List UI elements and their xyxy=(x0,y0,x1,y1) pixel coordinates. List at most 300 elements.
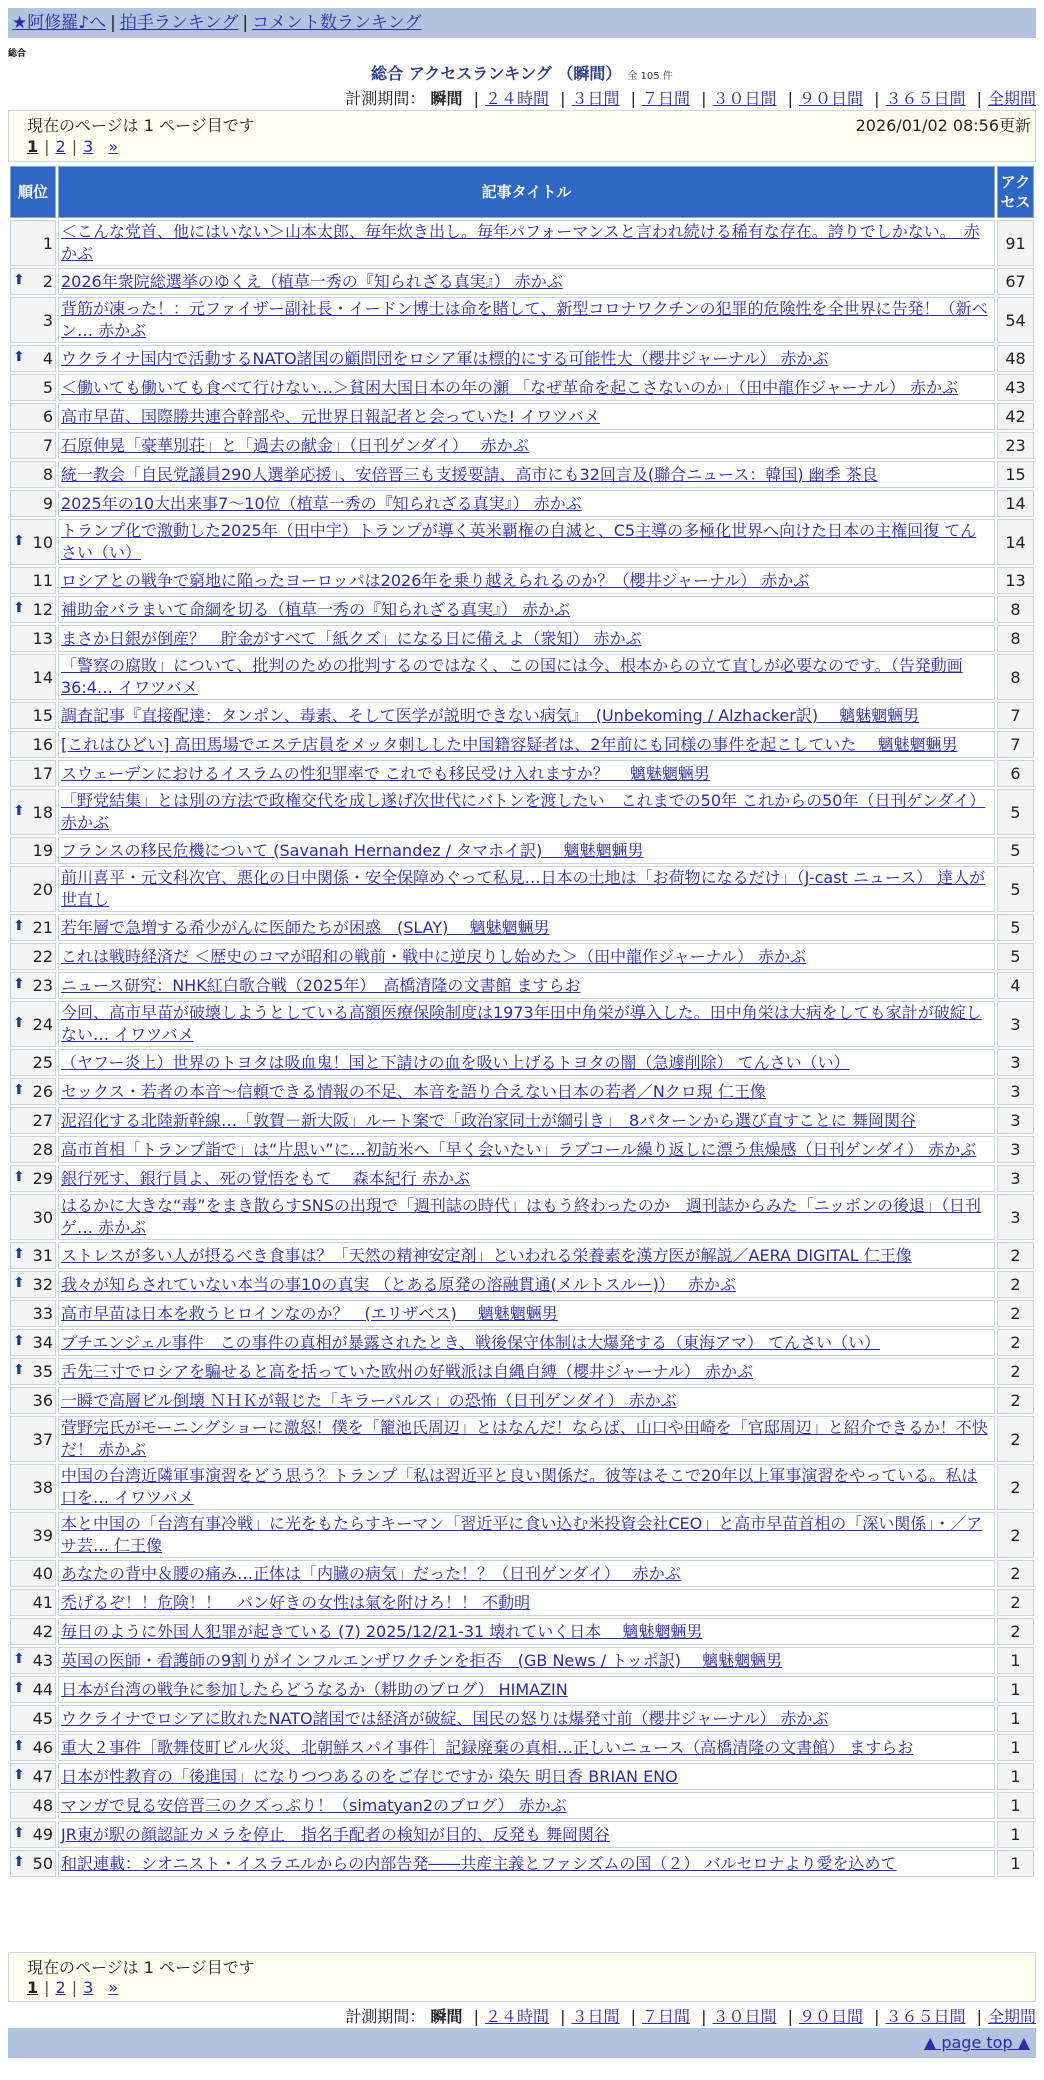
rank-number: 13 xyxy=(32,629,53,648)
period-option[interactable]: ２４時間 xyxy=(484,2007,549,2026)
rank-number: 1 xyxy=(42,233,53,253)
rank-number: 8 xyxy=(42,465,53,484)
rank-cell xyxy=(10,403,56,430)
period-option[interactable]: ２４時間 xyxy=(484,89,549,108)
title-cell xyxy=(58,1589,995,1616)
table-row xyxy=(10,760,1034,787)
rank-cell xyxy=(10,268,56,295)
rank-cell xyxy=(10,1416,56,1462)
period-separator: | xyxy=(701,89,707,108)
access-count: 5 xyxy=(997,866,1034,912)
rank-number: 30 xyxy=(32,1207,53,1227)
access-count: 43 xyxy=(997,374,1034,401)
table-row xyxy=(10,654,1034,700)
rank-up-arrow-icon: ⬆ xyxy=(13,1362,25,1378)
page-link[interactable]: 3 xyxy=(83,1978,94,1997)
rank-cell xyxy=(10,837,56,864)
table-row xyxy=(10,1763,1034,1790)
top-nav-bar xyxy=(8,8,1036,38)
title-cell xyxy=(58,789,995,835)
rank-number: 19 xyxy=(32,841,53,860)
rank-number: 40 xyxy=(32,1564,53,1583)
access-count: 2 xyxy=(997,1512,1034,1558)
period-option[interactable]: ３６５日間 xyxy=(885,89,966,108)
access-count: 2 xyxy=(997,1242,1034,1269)
title-cell xyxy=(58,490,995,517)
article-title-link[interactable]: ニュース研究：NHK紅白歌合戦（2025年） 高橋清隆の文書館 ますらお xyxy=(61,975,581,995)
access-count: 2 xyxy=(997,1271,1034,1298)
table-row xyxy=(10,1734,1034,1761)
access-count: 1 xyxy=(997,1705,1034,1732)
rank-up-arrow-icon: ⬆ xyxy=(13,1680,25,1696)
page-link[interactable]: 2 xyxy=(55,137,66,156)
rank-cell xyxy=(10,943,56,970)
table-row xyxy=(10,1194,1034,1240)
article-title-link[interactable]: 舌先三寸でロシアを騙せると高を括っていた欧州の好戦派は自縄自縛（櫻井ジャーナル） 赤かぶ xyxy=(61,1361,753,1381)
title-cell xyxy=(58,1792,995,1819)
rank-up-arrow-icon: ⬆ xyxy=(13,1825,25,1841)
rank-number: 28 xyxy=(32,1140,53,1159)
rank-number: 26 xyxy=(32,1082,53,1101)
rank-number: 23 xyxy=(32,976,53,995)
rank-number: 7 xyxy=(42,436,53,455)
article-title-link[interactable]: ストレスが多い人が摂るべき食事は？「天然の精神安定剤」といわれる栄養素を漢方医が解説／AERA DIGITAL 仁王像 xyxy=(61,1245,912,1265)
article-title-link[interactable]: 若年層で急増する希少がんに医師たちが困惑 (SLAY) 魑魅魍魎男 xyxy=(61,917,550,937)
article-title-link[interactable]: 菅野完氏がモーニングショーに激怒！僕を「籠池氏周辺」とはなんだ！ならば、山口や田崎を「官邸周辺」と紹介できるか！不快だ！ 赤かぶ xyxy=(61,1418,988,1459)
pager-separator: | xyxy=(44,1978,50,1997)
article-title-link[interactable]: マンガで見る安倍晋三のクズっぷり！（simatyan2のブログ） 赤かぶ xyxy=(61,1795,567,1815)
access-count: 8 xyxy=(997,596,1034,623)
rank-number: 49 xyxy=(32,1825,53,1844)
article-title-link[interactable]: ロシアとの戦争で窮地に陥ったヨーロッパは2026年を乗り越えられるのか？（櫻井ジャーナル） 赤かぶ xyxy=(61,570,810,590)
article-title-link[interactable]: ウクライナ国内で活動するNATO諸国の顧問団をロシア軍は標的にする可能性大（櫻井ジャーナル） 赤かぶ xyxy=(61,348,829,368)
access-header-label: アクセス xyxy=(1000,173,1031,211)
article-title-link[interactable]: 統一教会「自民党議員290人選挙応援」、安倍晋三も支援要請、高市にも32回言及(聯合ニュース：韓国) 幽季 茶良 xyxy=(61,464,878,484)
table-row xyxy=(10,1589,1034,1616)
title-cell xyxy=(58,972,995,999)
title-cell xyxy=(58,461,995,488)
title-cell xyxy=(58,567,995,594)
article-title-link[interactable]: 毎日のように外国人犯罪が起きている (7) 2025/12/21-31 壊れていく日本 魑魅魍魎男 xyxy=(61,1621,703,1641)
article-title-link[interactable]: 一瞬で高層ビル倒壊 ＮＨＫが報じた「キラーパルス」の恐怖（日刊ゲンダイ） 赤かぶ xyxy=(61,1390,677,1410)
article-title-link[interactable]: あなたの背中＆腰の痛み…正体は「内臓の病気」だった！？（日刊ゲンダイ） 赤かぶ xyxy=(61,1563,681,1583)
period-option[interactable]: 全期間 xyxy=(987,2007,1036,2026)
title-cell xyxy=(58,1647,995,1674)
rank-cell xyxy=(10,519,56,565)
page-link[interactable]: 3 xyxy=(83,137,94,156)
table-row xyxy=(10,1300,1034,1327)
page-link-current: 1 xyxy=(27,137,39,156)
applause-ranking-link[interactable]: 拍手ランキング xyxy=(119,13,239,33)
rank-column-header xyxy=(10,166,56,218)
article-title-link[interactable]: 前川喜平・元文科次官、悪化の日中関係・安全保障めぐって私見…日本の土地は「お荷物になるだけ」（J-cast ニュース） 達人が世直し xyxy=(61,868,986,909)
article-title-link[interactable]: 調査記事『直接配達：タンポン、毒素、そして医学が説明できない病気』 (Unbekoming / Alzhacker訳) 魑魅魍魎男 xyxy=(61,705,920,725)
rank-number: 44 xyxy=(32,1680,53,1699)
period-separator: | xyxy=(701,2007,707,2026)
rank-number: 9 xyxy=(42,494,53,513)
period-label: 計測期間： xyxy=(345,89,426,108)
article-title-link[interactable]: ウクライナでロシアに敗れたNATO諸国では経済が破綻、国民の怒りは爆発寸前（櫻井ジャーナル） 赤かぶ xyxy=(61,1708,829,1728)
table-row xyxy=(10,1676,1034,1703)
rank-up-arrow-icon: ⬆ xyxy=(13,272,25,288)
rank-up-arrow-icon: ⬆ xyxy=(13,1333,25,1349)
article-title-link[interactable]: 我々が知らされていない本当の事10の真実 （とある原発の溶融貫通(メルトスルー)） 赤かぶ xyxy=(61,1274,736,1294)
access-count: 1 xyxy=(997,1763,1034,1790)
next-page-link[interactable]: » xyxy=(108,1978,119,1997)
access-count: 54 xyxy=(997,297,1034,343)
title-cell xyxy=(58,1464,995,1510)
title-cell xyxy=(58,1358,995,1385)
title-cell xyxy=(58,1821,995,1848)
rank-cell xyxy=(10,1136,56,1163)
comment-ranking-link[interactable]: コメント数ランキング xyxy=(252,13,422,33)
article-title-link[interactable]: 背筋が凍った！：元ファイザー副社長・イードン博士は命を賭して、新型コロナワクチンの犯罪的危険性を全世界に告発！（新ベン… 赤かぶ xyxy=(61,299,988,340)
table-row xyxy=(10,866,1034,912)
article-title-link[interactable]: （ヤフー炎上）世界のトヨタは吸血鬼！国と下請けの血を吸い上げるトヨタの闇（急遽削除） てんさい（い） xyxy=(61,1052,850,1072)
title-cell xyxy=(58,1329,995,1356)
rank-up-arrow-icon: ⬆ xyxy=(13,1651,25,1667)
rank-up-arrow-icon: ⬆ xyxy=(13,918,25,934)
period-option[interactable]: ７日間 xyxy=(641,89,690,108)
access-column-header xyxy=(997,166,1034,218)
title-cell xyxy=(58,1734,995,1761)
table-row xyxy=(10,1792,1034,1819)
ranking-table xyxy=(8,164,1036,1879)
rank-number: 37 xyxy=(32,1429,53,1449)
title-cell xyxy=(58,625,995,652)
table-row xyxy=(10,596,1034,623)
rank-number: 45 xyxy=(32,1709,53,1728)
article-title-link[interactable]: 和訳連載：シオニスト・イスラエルからの内部告発――共産主義とファシズムの国（２） バルセロナより愛を込めて xyxy=(61,1853,897,1873)
rank-cell xyxy=(10,1734,56,1761)
access-count: 2 xyxy=(997,1300,1034,1327)
article-title-link[interactable]: 中国の台湾近隣軍事演習をどう思う？トランプ「私は習近平と良い関係だ。彼等はそこで20年以上軍事演習をやっている。私は口を… イワツバメ xyxy=(61,1466,978,1507)
page-info-top xyxy=(8,110,1036,162)
article-title-link[interactable]: スウェーデンにおけるイスラムの性犯罪率で これでも移民受け入れますか？ 魑魅魍魎男 xyxy=(61,763,710,783)
page-title xyxy=(0,61,1044,84)
article-title-link[interactable]: 高市早苗、国際勝共連合幹部や、元世界日報記者と会っていた! イワツバメ xyxy=(61,406,600,426)
rank-cell xyxy=(10,1271,56,1298)
title-cell xyxy=(58,1001,995,1047)
rank-number: 27 xyxy=(32,1111,53,1130)
rank-cell xyxy=(10,1821,56,1848)
rank-cell xyxy=(10,654,56,700)
table-row xyxy=(10,1078,1034,1105)
rank-cell xyxy=(10,567,56,594)
article-title-link[interactable]: 泥沼化する北陸新幹線…「敦賀－新大阪」ルート案で「政治家同士が綱引き」 8パターンから選び直すことに 舞岡関谷 xyxy=(61,1110,916,1130)
rank-number: 10 xyxy=(32,532,53,552)
table-row xyxy=(10,345,1034,372)
rank-up-arrow-icon: ⬆ xyxy=(13,1082,25,1098)
rank-cell xyxy=(10,345,56,372)
table-row xyxy=(10,374,1034,401)
page-top-link[interactable]: ▲ page top ▲ xyxy=(923,2033,1030,2052)
article-title-link[interactable]: 重大２事件［歌舞伎町ビル火災、北朝鮮スパイ事件］記録廃棄の真相…正しいニュース（高橋清隆の文書館） ますらお xyxy=(61,1737,914,1757)
rank-number: 14 xyxy=(32,667,53,687)
period-option[interactable]: ３６５日間 xyxy=(885,2007,966,2026)
rank-cell xyxy=(10,1049,56,1076)
rank-cell xyxy=(10,1300,56,1327)
rank-number: 42 xyxy=(32,1622,53,1641)
title-cell xyxy=(58,403,995,430)
access-count: 3 xyxy=(997,1078,1034,1105)
article-title-link[interactable]: ＜働いても働いても食べて行けない…＞貧困大国日本の年の瀬 「なぜ革命を起こさないのか」（田中龍作ジャーナル） 赤かぶ xyxy=(61,377,959,397)
article-title-link[interactable]: はるかに大きな“毒”をまき散らすSNSの出現で「週刊誌の時代」はもう終わったのか 週刊誌からみた「ニッポンの後退」（日刊ゲ… 赤かぶ xyxy=(61,1196,982,1237)
rank-cell xyxy=(10,490,56,517)
access-count: 1 xyxy=(997,1850,1034,1877)
table-row xyxy=(10,1821,1034,1848)
article-title-link[interactable]: 石原伸晃「豪華別荘」と「過去の献金」（日刊ゲンダイ） 赤かぶ xyxy=(61,435,529,455)
rank-up-arrow-icon: ⬆ xyxy=(13,1246,25,1262)
title-cell xyxy=(58,1560,995,1587)
table-row xyxy=(10,1001,1034,1047)
rank-cell xyxy=(10,220,56,266)
title-cell xyxy=(58,1618,995,1645)
period-separator: | xyxy=(630,2007,636,2026)
access-count: 2 xyxy=(997,1387,1034,1414)
article-title-link[interactable]: セックス・若者の本音〜信頼できる情報の不足、本音を語り合えない日本の若者／Nクロ現 仁王像 xyxy=(61,1081,766,1101)
rank-cell xyxy=(10,297,56,343)
rank-number: 4 xyxy=(42,349,53,368)
rank-cell xyxy=(10,789,56,835)
title-header-label: 記事タイトル xyxy=(481,183,572,201)
rank-cell xyxy=(10,1763,56,1790)
title-cell xyxy=(58,1676,995,1703)
rank-up-arrow-icon: ⬆ xyxy=(13,1169,25,1185)
rank-number: 43 xyxy=(32,1651,53,1670)
period-option[interactable]: ７日間 xyxy=(641,2007,690,2026)
table-row xyxy=(10,837,1034,864)
access-count: 3 xyxy=(997,1049,1034,1076)
period-option[interactable]: ３０日間 xyxy=(712,2007,777,2026)
current-page-text: 現在のページは 1 ページ目です xyxy=(27,116,255,135)
rank-cell xyxy=(10,1464,56,1510)
ranking-heading: 総合 アクセスランキング （瞬間） xyxy=(371,64,622,83)
rank-up-arrow-icon: ⬆ xyxy=(13,600,25,616)
rank-number: 21 xyxy=(32,918,53,937)
access-count: 14 xyxy=(997,519,1034,565)
article-title-link[interactable]: 禿げるぞ！！危険！！ パン好きの女性は氣を附けろ！！ 不動明 xyxy=(61,1592,531,1612)
title-cell xyxy=(58,1705,995,1732)
rank-up-arrow-icon: ⬆ xyxy=(13,1767,25,1783)
title-cell xyxy=(58,432,995,459)
table-row xyxy=(10,731,1034,758)
table-row xyxy=(10,1618,1034,1645)
rank-number: 38 xyxy=(32,1477,53,1497)
title-cell xyxy=(58,914,995,941)
item-count: 全 105 件 xyxy=(627,71,673,82)
rank-up-arrow-icon: ⬆ xyxy=(13,802,25,819)
table-row xyxy=(10,1165,1034,1192)
period-separator: | xyxy=(874,2007,880,2026)
article-title-link[interactable]: 高市首相「トランプ詣で」は“片思い”に…初訪米へ「早く会いたい」ラブコール繰り返しに漂う焦燥感（日刊ゲンダイ） 赤かぶ xyxy=(61,1139,977,1159)
table-row xyxy=(10,461,1034,488)
rank-cell xyxy=(10,1001,56,1047)
article-title-link[interactable]: これは戦時経済だ ＜歴史のコマが昭和の戦前・戦中に逆戻りし始めた＞（田中龍作ジャーナル） 赤かぶ xyxy=(61,946,807,966)
access-count: 23 xyxy=(997,432,1034,459)
rank-header-label: 順位 xyxy=(17,183,48,201)
article-title-link[interactable]: ＜こんな党首、他にはいない＞山本太郎、毎年炊き出し。毎年パフォーマンスと言われ続ける稀有な存在。誇りでしかない。 赤かぶ xyxy=(61,222,980,263)
access-count: 67 xyxy=(997,268,1034,295)
rank-number: 32 xyxy=(32,1275,53,1294)
rank-number: 47 xyxy=(32,1767,53,1786)
table-row xyxy=(10,1358,1034,1385)
access-count: 5 xyxy=(997,914,1034,941)
home-link[interactable]: ★阿修羅♪へ xyxy=(12,13,107,33)
rank-cell xyxy=(10,1618,56,1645)
article-title-link[interactable]: プチエンジェル事件 この事件の真相が暴露されたとき、戦後保守体制は大爆発する（東海アマ） てんさい（い） xyxy=(61,1332,881,1352)
title-cell xyxy=(58,837,995,864)
rank-number: 34 xyxy=(32,1333,53,1352)
article-title-link[interactable]: 高市早苗は日本を救うヒロインなのか？ (エリザベス) 魑魅魍魎男 xyxy=(61,1303,558,1323)
period-option[interactable]: ３日間 xyxy=(571,89,620,108)
access-count: 1 xyxy=(997,1676,1034,1703)
title-cell xyxy=(58,866,995,912)
rank-number: 48 xyxy=(32,1796,53,1815)
access-count: 4 xyxy=(997,972,1034,999)
table-row xyxy=(10,972,1034,999)
title-cell xyxy=(58,345,995,372)
table-row xyxy=(10,1705,1034,1732)
rank-number: 25 xyxy=(32,1053,53,1072)
article-title-link[interactable]: 本と中国の「台湾有事冷戦」に光をもたらすキーマン「習近平に食い込む米投資会社CEO」と高市早苗首相の「深い関係」・／アサ芸… 仁王像 xyxy=(61,1514,983,1555)
access-count: 1 xyxy=(997,1647,1034,1674)
table-row xyxy=(10,1464,1034,1510)
rank-cell xyxy=(10,1676,56,1703)
title-cell xyxy=(58,1136,995,1163)
table-row xyxy=(10,1416,1034,1462)
rank-number: 6 xyxy=(42,407,53,426)
title-cell xyxy=(58,519,995,565)
article-title-link[interactable]: 補助金バラまいて命綱を切る（植草一秀の『知られざる真実』） 赤かぶ xyxy=(61,599,571,619)
rank-number: 50 xyxy=(32,1854,53,1873)
title-cell xyxy=(58,731,995,758)
article-title-link[interactable]: 「警察の腐敗」について、批判のための批判するのではなく、この国には今、根本からの立て直しが必要なのです。（告発動画36:4… イワツバメ xyxy=(61,656,963,697)
period-label: 計測期間： xyxy=(345,2007,426,2026)
article-title-link[interactable]: 日本が性教育の「後進国」になりつつあるのをご存じですか 染矢 明日香 BRIAN ENO xyxy=(61,1766,678,1786)
pager-separator: | xyxy=(71,1978,78,1997)
article-title-link[interactable]: トランプ化で激動した2025年（田中宇）トランプが導く英米覇権の自滅と、C5主導の多極化世界へ向けた日本の主権回復 てんさい（い） xyxy=(61,521,977,562)
rank-up-arrow-icon: ⬆ xyxy=(13,349,25,365)
period-current: 瞬間 xyxy=(430,2007,463,2026)
table-row xyxy=(10,1242,1034,1269)
bottom-bar xyxy=(8,2028,1036,2058)
article-title-link[interactable]: フランスの移民危機について (Savanah Hernandez / タマホイ訳) 魑魅魍魎男 xyxy=(61,840,644,860)
article-title-link[interactable]: 2025年の10大出来事7～10位（植草一秀の『知られざる真実』） 赤かぶ xyxy=(61,493,582,513)
rank-cell xyxy=(10,1705,56,1732)
rank-cell xyxy=(10,1387,56,1414)
table-row xyxy=(10,1136,1034,1163)
access-count: 15 xyxy=(997,461,1034,488)
access-count: 1 xyxy=(997,1734,1034,1761)
title-cell xyxy=(58,297,995,343)
period-selector-top xyxy=(345,86,1036,109)
access-count: 2 xyxy=(997,1560,1034,1587)
title-cell xyxy=(58,1194,995,1240)
next-page-link[interactable]: » xyxy=(108,137,119,156)
rank-number: 24 xyxy=(32,1014,53,1034)
access-count: 5 xyxy=(997,943,1034,970)
title-column-header xyxy=(58,166,995,218)
period-option[interactable]: ９０日間 xyxy=(798,2007,863,2026)
article-title-link[interactable]: 銀行死す、銀行員よ、死の覚悟をもて 森本紀行 赤かぶ xyxy=(61,1168,470,1188)
current-page-text: 現在のページは 1 ページ目です xyxy=(27,1958,255,1977)
table-row xyxy=(10,625,1034,652)
article-title-link[interactable]: JR東が駅の顔認証カメラを停止 指名手配者の検知が目的、反発も 舞岡関谷 xyxy=(61,1824,610,1844)
period-separator: | xyxy=(560,89,566,108)
table-row xyxy=(10,1329,1034,1356)
table-row xyxy=(10,702,1034,729)
access-count: 2 xyxy=(997,1464,1034,1510)
table-row xyxy=(10,1850,1034,1877)
rank-cell xyxy=(10,1194,56,1240)
article-title-link[interactable]: 2026年衆院総選挙のゆくえ（植草一秀の『知られざる真実』） 赤かぶ xyxy=(61,271,563,291)
rank-up-arrow-icon: ⬆ xyxy=(13,1854,25,1870)
table-row xyxy=(10,1512,1034,1558)
period-separator: | xyxy=(787,2007,793,2026)
rank-number: 20 xyxy=(32,879,53,899)
pager xyxy=(27,137,118,156)
period-separator: | xyxy=(560,2007,566,2026)
access-count: 6 xyxy=(997,760,1034,787)
rank-number: 41 xyxy=(32,1593,53,1612)
rank-number: 2 xyxy=(42,272,53,291)
access-count: 7 xyxy=(997,731,1034,758)
table-row xyxy=(10,789,1034,835)
title-cell xyxy=(58,1271,995,1298)
rank-up-arrow-icon: ⬆ xyxy=(13,1738,25,1754)
table-row xyxy=(10,519,1034,565)
title-cell xyxy=(58,760,995,787)
rank-cell xyxy=(10,866,56,912)
period-option[interactable]: ３０日間 xyxy=(712,89,777,108)
updated-timestamp: 2026/01/02 08:56更新 xyxy=(855,116,1031,135)
table-row xyxy=(10,268,1034,295)
table-row xyxy=(10,943,1034,970)
access-count: 3 xyxy=(997,1165,1034,1192)
period-option[interactable]: 全期間 xyxy=(987,89,1036,108)
category-tag: 総合 xyxy=(8,49,27,59)
access-count: 13 xyxy=(997,567,1034,594)
nav-separator: | xyxy=(242,13,249,33)
table-row xyxy=(10,567,1034,594)
page-link[interactable]: 2 xyxy=(55,1978,66,1997)
rank-number: 5 xyxy=(42,378,53,397)
rank-cell xyxy=(10,1589,56,1616)
access-count: 3 xyxy=(997,1136,1034,1163)
nav-separator: | xyxy=(110,13,116,33)
period-option[interactable]: ３日間 xyxy=(571,2007,620,2026)
rank-number: 22 xyxy=(32,947,53,966)
rank-cell xyxy=(10,596,56,623)
article-title-link[interactable]: 今回、高市早苗が破壊しようとしている高額医療保険制度は1973年田中角栄が導入した。田中角栄は大病をしても家計が破綻しない… イワツバメ xyxy=(61,1003,982,1044)
article-title-link[interactable]: 英国の医師・看護師の9割りがインフルエンザワクチンを拒否 (GB News / トッポ訳) 魑魅魍魎男 xyxy=(61,1650,783,1670)
rank-cell xyxy=(10,1107,56,1134)
period-separator: | xyxy=(976,89,982,108)
rank-cell xyxy=(10,1358,56,1385)
table-row xyxy=(10,1271,1034,1298)
rank-number: 46 xyxy=(32,1738,53,1757)
article-title-link[interactable]: [これはひどい] 高田馬場でエステ店員をメッタ刺しした中国籍容疑者は、2年前にも同様の事件を起こしていた 魑魅魍魎男 xyxy=(61,734,958,754)
rank-cell xyxy=(10,914,56,941)
table-row xyxy=(10,914,1034,941)
rank-up-arrow-icon: ⬆ xyxy=(13,976,25,992)
article-title-link[interactable]: まさか日銀が倒産？ 貯金がすべて「紙クズ」になる日に備えよ（衆知） 赤かぶ xyxy=(61,628,642,648)
period-option[interactable]: ９０日間 xyxy=(798,89,863,108)
rank-up-arrow-icon: ⬆ xyxy=(13,1275,25,1291)
article-title-link[interactable]: 日本が台湾の戦争に参加したらどうなるか（耕助のブログ） HIMAZIN xyxy=(61,1679,568,1699)
article-title-link[interactable]: 「野党結集」とは別の方法で政権交代を成し遂げ次世代にバトンを渡したい これまでの50年 これからの50年（日刊ゲンダイ） 赤かぶ xyxy=(61,791,986,832)
